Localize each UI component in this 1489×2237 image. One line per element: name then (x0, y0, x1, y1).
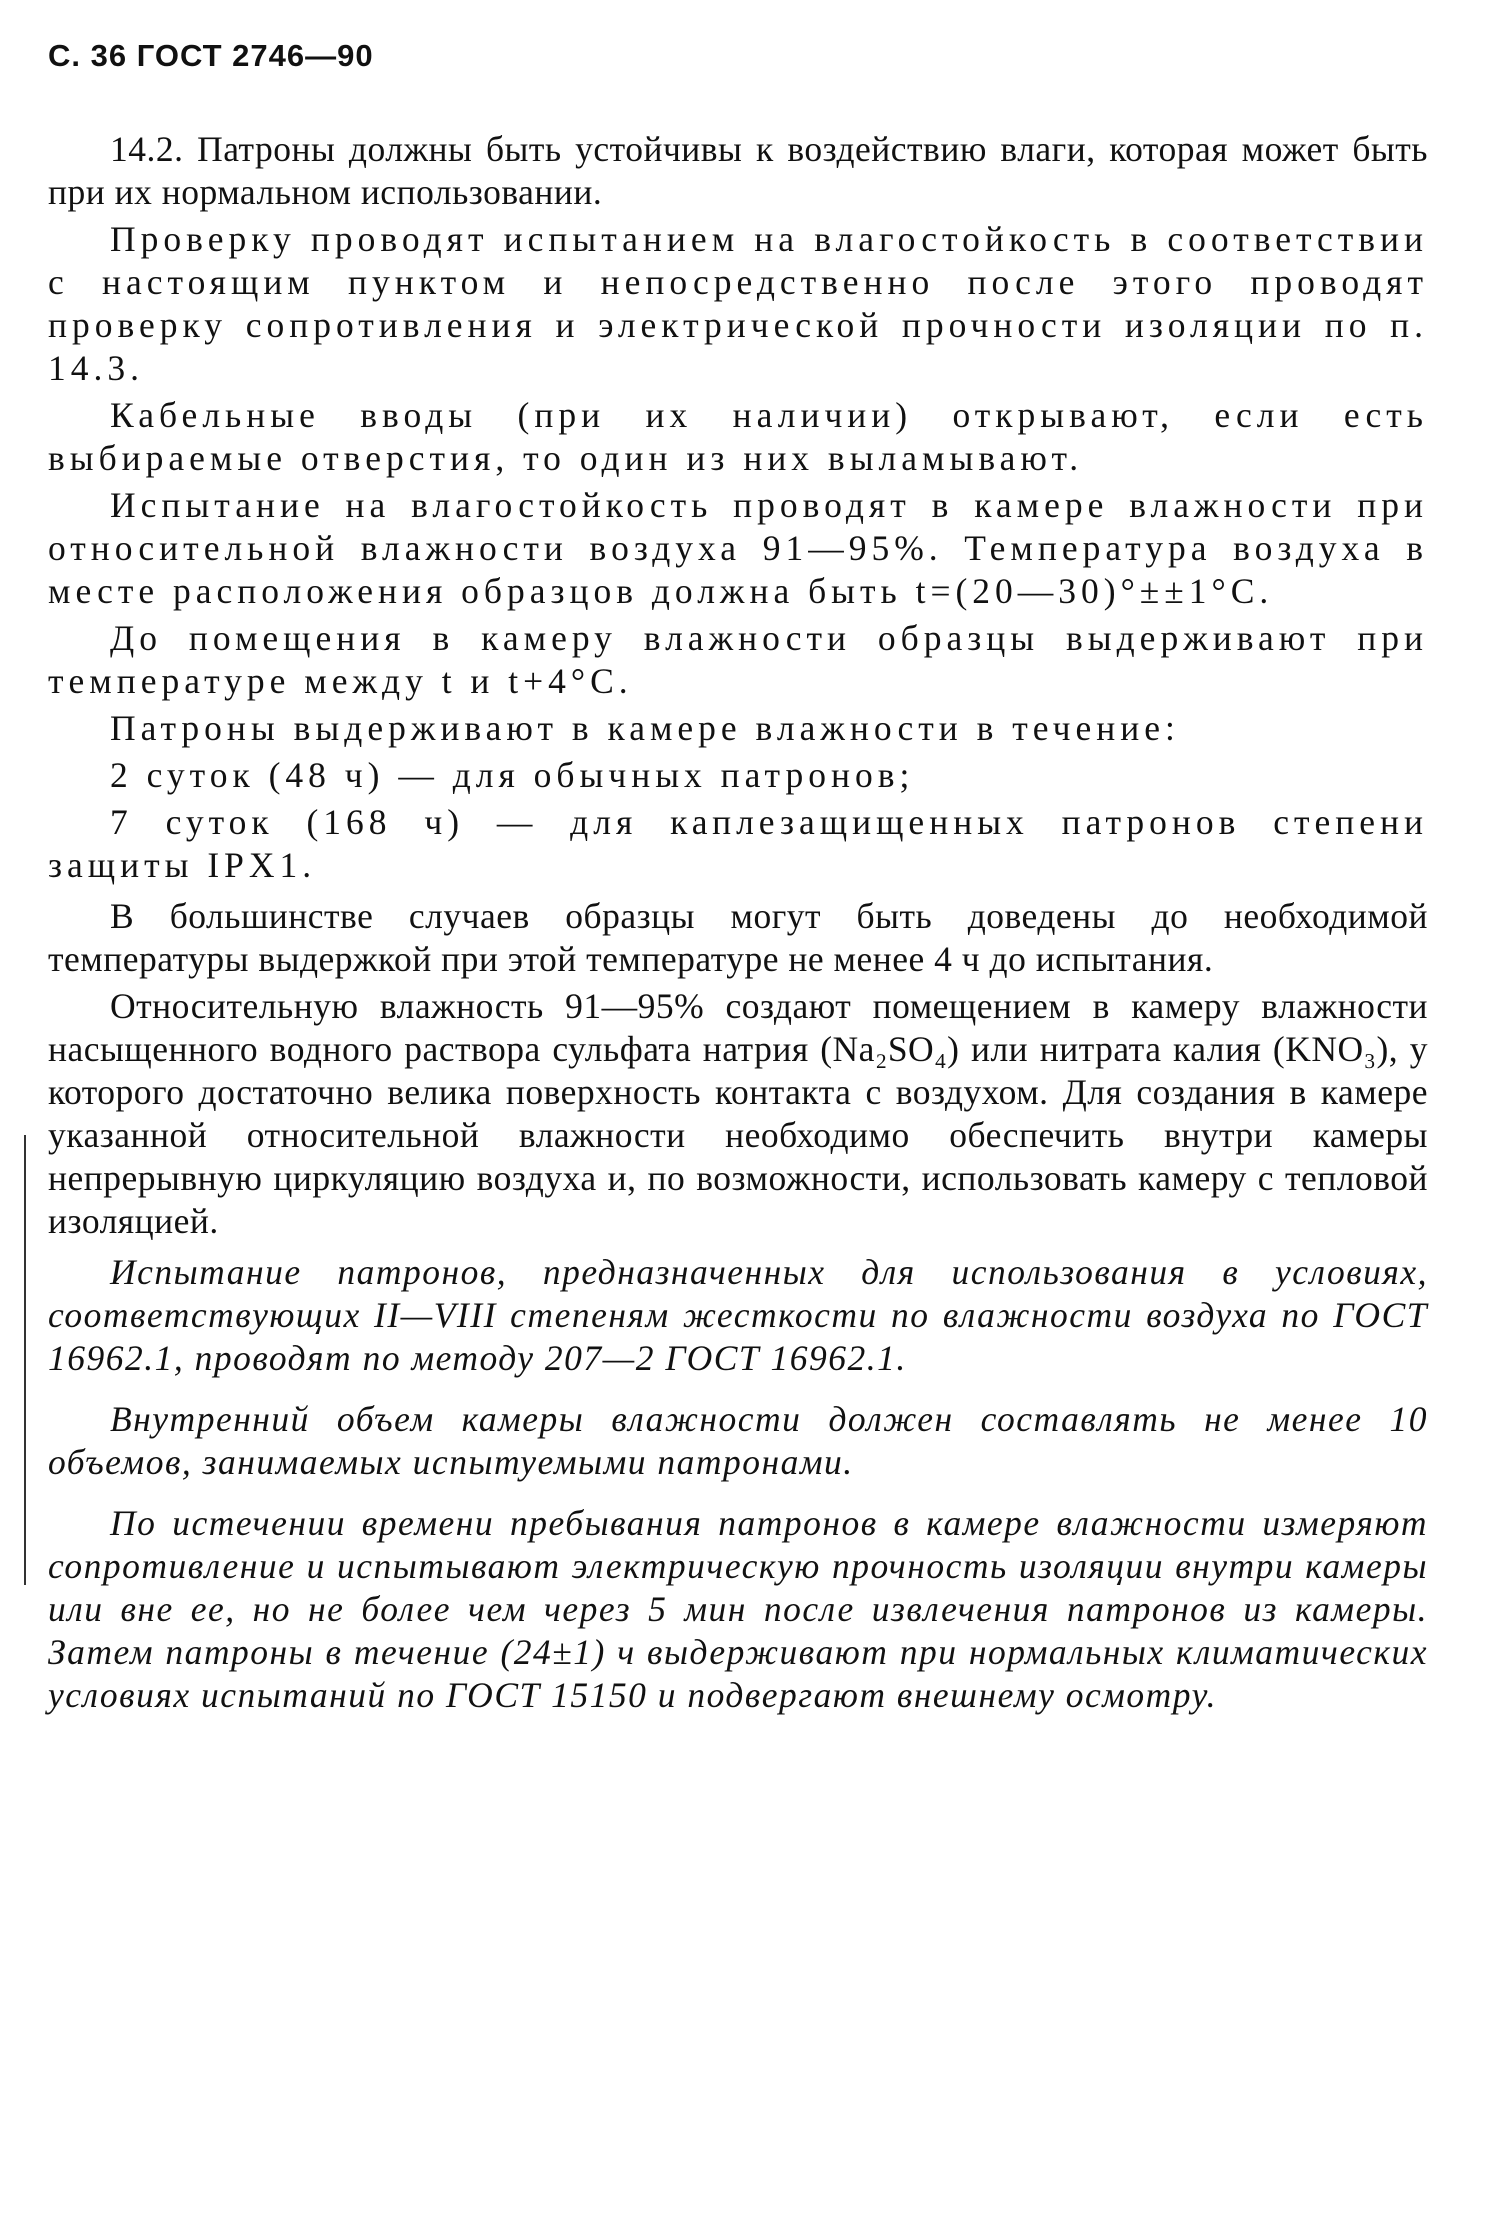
paragraph-saturated-solution: Относительную влажность 91—95% создают помещением в камеру влажности насыщенного водного раствора сульфата натрия (Na₂SO₄) или нитрата калия (KNO₃), у которого достаточно велика поверхность контакта с воздухом. Для создания в камере указанной относительной влажности необходимо обеспечить внутри камеры непрерывную циркуляцию воздуха и, по возможности, использовать камеру с тепловой изоляцией. (48, 986, 1428, 1241)
paragraph-chamber-volume: Внутренний объем камеры влажности должен составлять не менее 10 объемов, занимаемых испытуемыми патронами. (48, 1399, 1428, 1482)
paragraph-cable-entries: Кабельные вводы (при их наличии) открывают, если есть выбираемые отверстия, то один из них выламывают. (48, 395, 1428, 478)
paragraph-humidity-chamber: Испытание на влагостойкость проводят в камере влажности при относительной влажности воздуха 91—95%. Температура воздуха в месте расположения образцов должна быть t=(20—30)°±±1°С. (48, 485, 1428, 611)
running-header: С. 36 ГОСТ 2746—90 (48, 38, 374, 73)
paragraph-pre-conditioning: До помещения в камеру влажности образцы выдерживают при температуре между t и t+4°С. (48, 618, 1428, 701)
body-text (48, 128, 1428, 1735)
paragraph-14-2: 14.2. Патроны должны быть устойчивы к воздействию влаги, которая может быть при их нормальном использовании. (48, 129, 1428, 212)
paragraph-duration-dripproof: 7 суток (168 ч) — для каплезащищенных патронов степени защиты IPX1. (48, 802, 1428, 885)
paragraph-duration-ordinary: 2 суток (48 ч) — для обычных патронов; (110, 755, 915, 795)
paragraph-temperature-note: В большинстве случаев образцы могут быть доведены до необходимой температуры выдержкой при этой температуре не менее 4 ч до испытания. (48, 896, 1428, 979)
paragraph-test-method: Испытание патронов, предназначенных для использования в условиях, соответствующих II—VIII степеням жесткости по влажности воздуха по ГОСТ 16962.1, проводят по методу 207—2 ГОСТ 16962.1. (48, 1252, 1428, 1378)
paragraph-duration: Патроны выдерживают в камере влажности в течение: (110, 708, 1180, 748)
paragraph-after-exposure: По истечении времени пребывания патронов в камере влажности измеряют сопротивление и испытывают электрическую прочность изоляции внутри камеры или вне ее, но не более чем через 5 мин после извлечения патронов из камеры. Затем патроны в течение (24±1) ч выдерживают при нормальных климатических условиях испытаний по ГОСТ 15150 и подвергают внешнему осмотру. (48, 1503, 1428, 1715)
paragraph-verification: Проверку проводят испытанием на влагостойкость в соответствии с настоящим пунктом и непосредственно после этого проводят проверку сопротивления и электрической прочности изоляции по п. 14.3. (48, 219, 1428, 388)
margin-change-bar (24, 1135, 26, 1585)
